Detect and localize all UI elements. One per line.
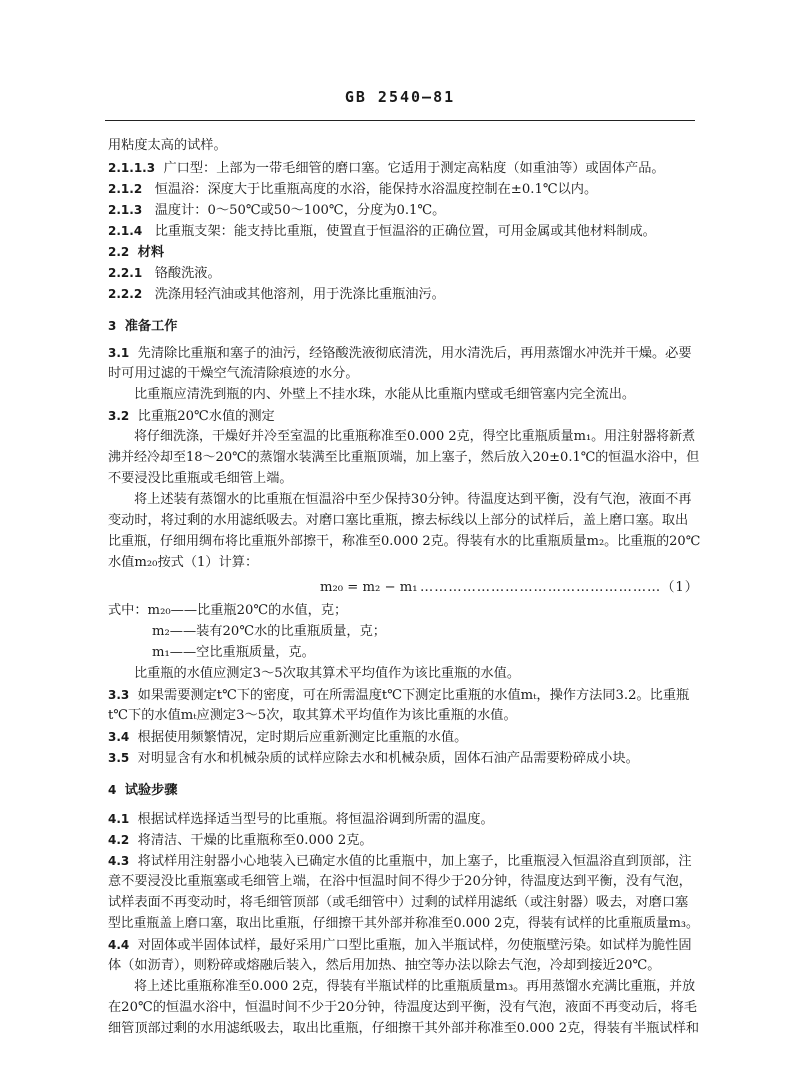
clause-3-3: 3.3 如果需要测定t℃下的密度，可在所需温度t℃下测定比重瓶的水值mₜ，操作方法同3.2。比重瓶: [108, 688, 690, 703]
text-line: 比重瓶的水值应测定3～5次取其算术平均值作为该比重瓶的水值。: [134, 666, 521, 681]
text-line: 时可用过滤的干燥空气流清除痕迹的水分。: [108, 366, 359, 381]
clause-4-1: 4.1 根据试样选择适当型号的比重瓶。将恒温浴调到所需的温度。: [108, 812, 494, 827]
formula-legend: 式中：m₂₀——比重瓶20℃的水值，克；: [108, 603, 348, 618]
text-line: 型比重瓶盖上磨口塞，取出比重瓶，仔细擦干其外部并称准至0.000 2克，得装有试样的比重瓶质量m₃。: [108, 916, 699, 931]
text-line: 水值m₂₀按式（1）计算：: [108, 555, 259, 570]
text-line: 比重瓶，仔细用绸布将比重瓶外部擦干，称准至0.000 2克。得装有水的比重瓶质量m₂。比重瓶的20℃: [108, 534, 701, 549]
clause-2-2-heading: 2.2 材料: [108, 245, 165, 260]
section-4-heading: 4 试验步骤: [108, 783, 178, 798]
clause-3-2: 3.2 比重瓶20℃水值的测定: [108, 409, 275, 424]
text-line: 变动时，将过剩的水用滤纸吸去。对磨口塞比重瓶，擦去标线以上部分的试样后，盖上磨口塞。取出: [108, 513, 689, 528]
formula-number: ……………………………………………（1）: [420, 580, 699, 595]
text-line: 试样表面不再变动时，将毛细管顶部（或毛细管中）过剩的试样用滤纸（或注射器）吸去，对磨口塞: [108, 895, 689, 910]
text-line: 不要浸没比重瓶或毛细管上端。: [108, 471, 293, 486]
clause-4-3: 4.3 将试样用注射器小心地装入已确定水值的比重瓶中，加上塞子，比重瓶浸入恒温浴直到顶部，注: [108, 854, 692, 869]
clause-4-4: 4.4 对固体或半固体试样，最好采用广口型比重瓶，加入半瓶试样，勿使瓶壁污染。如试样为脆性固: [108, 938, 692, 953]
clause-3-5: 3.5 对明显含有水和机械杂质的试样应除去水和机械杂质，固体石油产品需要粉碎成小块。: [108, 751, 639, 766]
clause-2-1-1-3: 2.1.1.3 广口型：上部为一带毛细管的磨口塞。它适用于测定高粘度（如重油等）或固体产品。: [108, 161, 665, 176]
page-header: GB 2540—81: [344, 88, 456, 106]
clause-2-1-4: 2.1.4 比重瓶支架：能支持比重瓶，使置直于恒温浴的正确位置，可用金属或其他材料制成。: [108, 224, 656, 239]
clause-4-2: 4.2 将清洁、干燥的比重瓶称至0.000 2克。: [108, 833, 373, 848]
text-line: 将上述比重瓶称准至0.000 2克，得装有半瓶试样的比重瓶质量m₃。再用蒸馏水充满比重瓶，并放: [134, 979, 696, 994]
formula-legend: m₁——空比重瓶质量，克。: [152, 645, 315, 660]
header-rule: [105, 120, 695, 121]
text-line: 细管顶部过剩的水用滤纸吸去，取出比重瓶，仔细擦干其外部并称准至0.000 2克，得装有半瓶试样和: [108, 1021, 700, 1036]
clause-3-4: 3.4 根据使用频繁情况，定时期后应重新测定比重瓶的水值。: [108, 730, 468, 745]
clause-2-2-2: 2.2.2 洗涤用轻汽油或其他溶剂，用于洗涤比重瓶油污。: [108, 287, 445, 302]
text-line: 用粘度太高的试样。: [108, 138, 227, 153]
text-line: 意不要浸没比重瓶塞或毛细管上端，在浴中恒温时间不得少于20分钟，待温度达到平衡，没有气泡，: [108, 874, 692, 889]
text-line: 将上述装有蒸馏水的比重瓶在恒温浴中至少保持30分钟。待温度达到平衡，没有气泡，液面不再: [134, 492, 692, 507]
formula: m₂₀ = m₂ − m₁: [320, 580, 418, 595]
text-line: 比重瓶应清洗到瓶的内、外壁上不挂水珠，水能从比重瓶内壁或毛细管塞内完全流出。: [134, 387, 636, 402]
clause-2-2-1: 2.2.1 铬酸洗液。: [108, 266, 221, 281]
section-3-heading: 3 准备工作: [108, 319, 178, 334]
text-line: 沸并经冷却至18～20℃的蒸馏水装满至比重瓶顶端，加上塞子，然后放入20±0.1℃的恒温水浴中，但: [108, 450, 700, 465]
text-line: 体（如沥青），则粉碎或熔融后装入，然后用加热、抽空等办法以除去气泡，冷却到接近20℃。: [108, 958, 661, 973]
clause-3-1: 3.1 先清除比重瓶和塞子的油污，经铬酸洗液彻底清洗，用水清洗后，再用蒸馏水冲洗并干燥。必要: [108, 346, 692, 361]
text-line: t℃下的水值mₜ应测定3～5次，取其算术平均值作为该比重瓶的水值。: [108, 708, 517, 723]
clause-2-1-2: 2.1.2 恒温浴：深度大于比重瓶高度的水浴，能保持水浴温度控制在±0.1℃以内。: [108, 182, 598, 197]
text-line: 在20℃的恒温水浴中，恒温时间不少于20分钟，待温度达到平衡，没有气泡，液面不再变动后，将毛: [108, 1000, 697, 1015]
text-line: 将仔细洗涤，干燥好并冷至室温的比重瓶称准至0.000 2克，得空比重瓶质量m₁。用注射器将新煮: [134, 429, 696, 444]
formula-legend: m₂——装有20℃水的比重瓶质量，克；: [152, 624, 386, 639]
clause-2-1-3: 2.1.3 温度计：0～50℃或50～100℃，分度为0.1℃。: [108, 203, 446, 218]
